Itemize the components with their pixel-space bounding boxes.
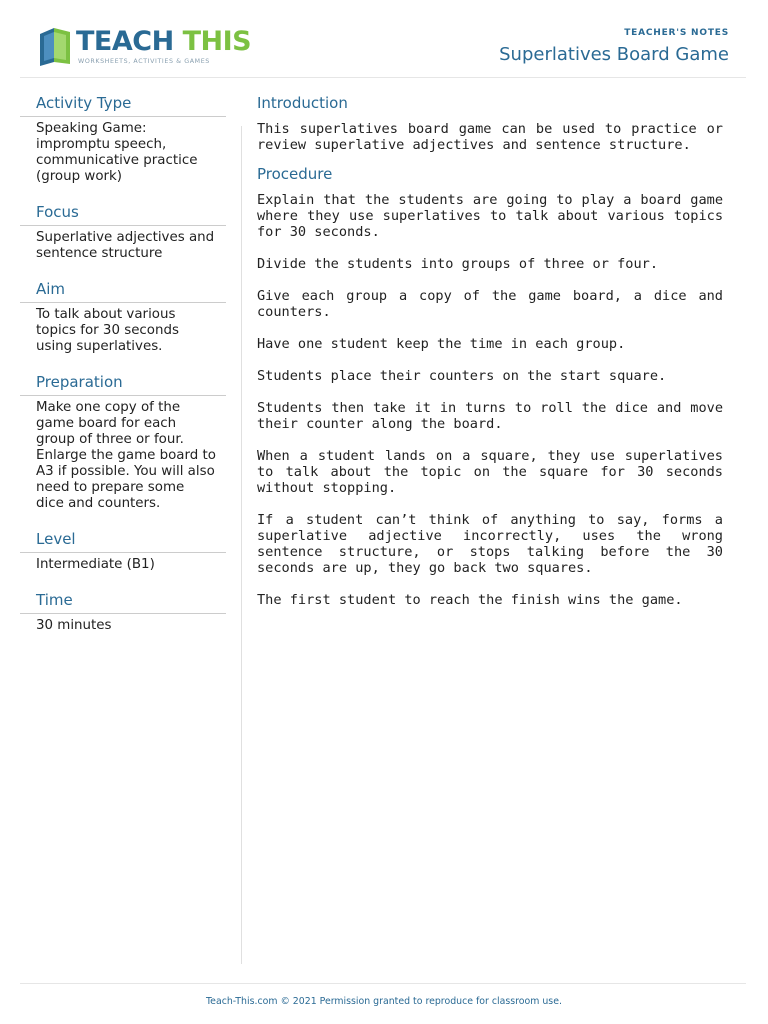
sidebar-section-activity-type xyxy=(20,94,226,185)
sidebar-text: Superlative adjectives and sentence structure xyxy=(36,230,215,261)
procedure-step: Give each group a copy of the game board, a dice and counters. xyxy=(257,288,723,320)
document-title: Superlatives Board Game xyxy=(499,44,729,65)
introduction-heading: Introduction xyxy=(257,94,348,112)
sidebar-text: 30 minutes xyxy=(36,618,112,633)
sidebar-text: Intermediate (B1) xyxy=(36,557,155,572)
header-divider xyxy=(20,77,746,78)
sidebar-section-time xyxy=(20,591,226,634)
logo-wordmark xyxy=(76,26,251,57)
logo-word-this: THIS xyxy=(182,26,252,57)
logo-tagline: WORKSHEETS, ACTIVITIES & GAMES xyxy=(78,58,210,65)
sidebar-heading: Focus xyxy=(20,203,226,226)
procedure-step: Explain that the students are going to play a board game where they use superlatives to talk about various topics for 30 seconds. xyxy=(257,192,723,240)
book-logo-icon xyxy=(36,24,74,68)
footer-copyright: Teach-This.com © 2021 Permission granted to reproduce for classroom use. xyxy=(206,996,562,1007)
procedure-step: Have one student keep the time in each group. xyxy=(257,336,626,352)
procedure-step: The first student to reach the finish wins the game. xyxy=(257,592,683,608)
procedure-step: When a student lands on a square, they use superlatives to talk about the topic on the square for 30 seconds without stopping. xyxy=(257,448,723,496)
teach-this-logo[interactable] xyxy=(36,24,252,68)
procedure-heading: Procedure xyxy=(257,165,333,183)
footer-divider xyxy=(20,983,746,984)
main-content xyxy=(257,94,723,624)
sidebar-text: To talk about various topics for 30 seconds using superlatives. xyxy=(36,307,179,354)
column-divider xyxy=(241,126,242,964)
procedure-step: If a student can’t think of anything to say, forms a superlative adjective incorrectly, uses the wrong sentence structure, or stops talking before the 30 seconds are up, they go back two squares. xyxy=(257,512,723,576)
procedure-step: Divide the students into groups of three or four. xyxy=(257,256,659,272)
logo-word-teach: TEACH xyxy=(76,26,174,57)
page-header xyxy=(0,0,768,78)
introduction-text: This superlatives board game can be used to practice or review superlative adjectives and sentence structure. xyxy=(257,121,723,153)
sidebar-section-aim xyxy=(20,280,226,355)
sidebar-text: Make one copy of the game board for each group of three or four. Enlarge the game board to A3 if possible. You will also need to prepare some dice and counters. xyxy=(36,400,216,511)
sidebar-heading: Activity Type xyxy=(20,94,226,117)
sidebar-heading: Aim xyxy=(20,280,226,303)
sidebar-section-focus xyxy=(20,203,226,262)
sidebar-section-level xyxy=(20,530,226,573)
document-label: TEACHER'S NOTES xyxy=(624,28,729,38)
sidebar xyxy=(20,94,226,652)
sidebar-heading: Level xyxy=(20,530,226,553)
sidebar-heading: Preparation xyxy=(20,373,226,396)
sidebar-text: Speaking Game: impromptu speech, communicative practice (group work) xyxy=(36,121,198,184)
sidebar-heading: Time xyxy=(20,591,226,614)
procedure-step: Students then take it in turns to roll the dice and move their counter along the board. xyxy=(257,400,723,432)
sidebar-section-preparation xyxy=(20,373,226,512)
procedure-step: Students place their counters on the start square. xyxy=(257,368,667,384)
